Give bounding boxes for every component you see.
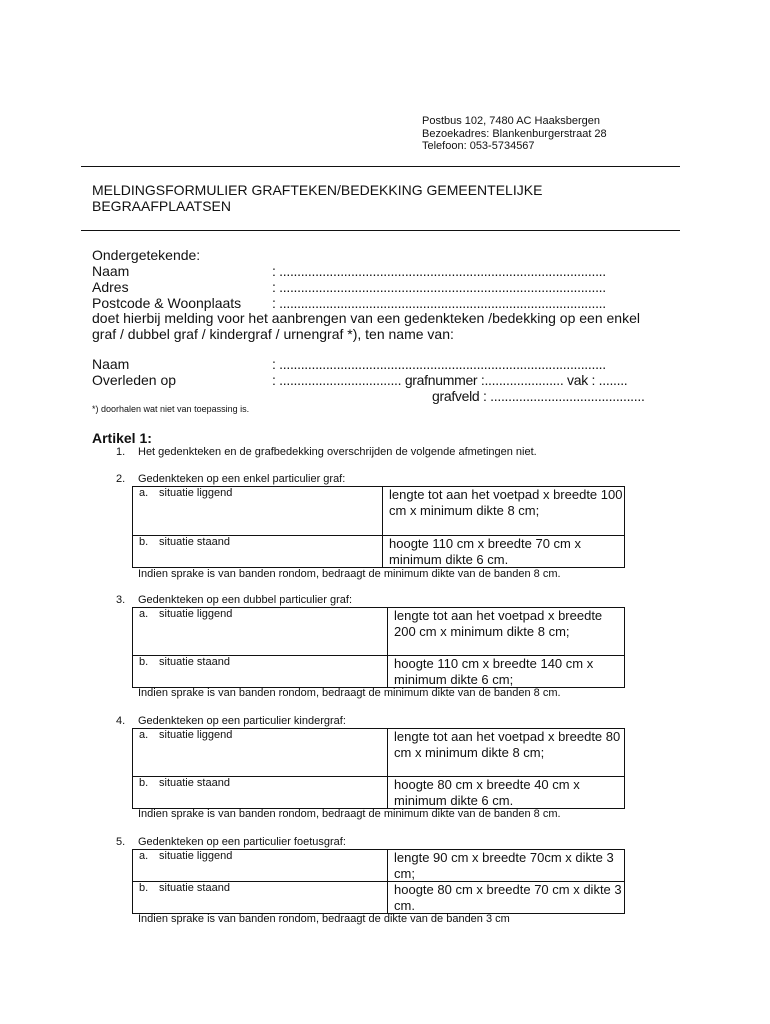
option-letter: a.: [139, 608, 149, 620]
situatie-label: situatie liggend: [159, 608, 233, 620]
section-title: Gedenkteken op een dubbel particulier graf:: [138, 594, 353, 606]
situatie-label: situatie staand: [159, 536, 230, 548]
situatie-label: situatie staand: [159, 882, 230, 894]
situatie-liggend-cell: [133, 487, 383, 536]
situatie-staand-value: hoogte 110 cm x breedte 70 cm x minimum dikte 6 cm.: [383, 536, 625, 568]
artikel-heading: Artikel 1:: [92, 430, 152, 446]
naam-overledene-field[interactable]: : ...........................................................................................: [272, 356, 606, 372]
section-number: 4.: [116, 715, 126, 727]
situatie-liggend-value: lengte tot aan het voetpad x breedte 100 cm x minimum dikte 8 cm;: [383, 487, 625, 536]
option-letter: a.: [139, 729, 149, 741]
situatie-liggend-value: lengte tot aan het voetpad x breedte 200 cm x minimum dikte 8 cm;: [388, 608, 625, 656]
situatie-label: situatie liggend: [159, 487, 233, 499]
situatie-label: situatie staand: [159, 656, 230, 668]
dimensions-table: [132, 849, 625, 914]
situatie-staand-cell: [133, 882, 388, 914]
section-number: 2.: [116, 473, 126, 485]
naam-label: Naam: [92, 263, 130, 279]
situatie-label: situatie liggend: [159, 850, 233, 862]
overleden-op-label: Overleden op: [92, 372, 177, 388]
adres-label: Adres: [92, 279, 129, 295]
option-letter: a.: [139, 850, 149, 862]
situatie-staand-cell: [133, 777, 388, 809]
postcode-woonplaats-label: Postcode & Woonplaats: [92, 295, 242, 311]
section-title: Gedenkteken op een enkel particulier graf:: [138, 473, 346, 485]
situatie-staand-value: hoogte 80 cm x breedte 70 cm x dikte 3 cm.: [388, 882, 625, 914]
adres-field[interactable]: : ...........................................................................................: [272, 279, 606, 295]
statement-line1: doet hierbij melding voor het aanbrengen van een gedenkteken /bedekking op een enkel: [92, 310, 640, 326]
section-note: Indien sprake is van banden rondom, bedraagt de minimum dikte van de banden 8 cm.: [138, 568, 561, 580]
item1-number: 1.: [116, 446, 126, 458]
situatie-staand-cell: [133, 656, 388, 688]
form-title-line2: BEGRAAFPLAATSEN: [92, 198, 232, 214]
dimensions-table: [132, 607, 625, 688]
situatie-liggend-cell: [133, 729, 388, 777]
address-line-bezoekadres: Bezoekadres: Blankenburgerstraat 28: [422, 128, 607, 140]
section-number: 3.: [116, 594, 126, 606]
section-number: 5.: [116, 836, 126, 848]
option-letter: b.: [139, 656, 149, 668]
section-note: Indien sprake is van banden rondom, bedraagt de minimum dikte van de banden 8 cm.: [138, 808, 561, 820]
title-rule-bottom: [81, 230, 680, 231]
situatie-label: situatie liggend: [159, 729, 233, 741]
statement-line2: graf / dubbel graf / kindergraf / urnengraf *), ten name van:: [92, 326, 454, 342]
option-letter: a.: [139, 487, 149, 499]
item1-text: Het gedenkteken en de grafbedekking overschrijden de volgende afmetingen niet.: [138, 446, 537, 458]
address-line-postbus: Postbus 102, 7480 AC Haaksbergen: [422, 115, 600, 127]
option-letter: b.: [139, 777, 149, 789]
naam-field[interactable]: : ...........................................................................................: [272, 263, 606, 279]
option-letter: b.: [139, 882, 149, 894]
section-note: Indien sprake is van banden rondom, bedraagt de minimum dikte van de banden 8 cm.: [138, 687, 561, 699]
situatie-liggend-value: lengte tot aan het voetpad x breedte 80 cm x minimum dikte 8 cm;: [388, 729, 625, 777]
dimensions-table: [132, 728, 625, 809]
overleden-grafnummer-vak-field[interactable]: : .................................. grafnummer :...................... vak : ........: [272, 372, 628, 388]
situatie-staand-value: hoogte 80 cm x breedte 40 cm x minimum dikte 6 cm.: [388, 777, 625, 809]
situatie-staand-value: hoogte 110 cm x breedte 140 cm x minimum dikte 6 cm;: [388, 656, 625, 688]
section-title: Gedenkteken op een particulier kindergraf:: [138, 715, 346, 727]
title-rule-top: [81, 166, 680, 167]
naam-overledene-label: Naam: [92, 356, 130, 372]
section-note: Indien sprake is van banden rondom, bedraagt de dikte van de banden 3 cm: [138, 913, 510, 925]
situatie-liggend-value: lengte 90 cm x breedte 70cm x dikte 3 cm;: [388, 850, 625, 882]
form-title-line1: MELDINGSFORMULIER GRAFTEKEN/BEDEKKING GEMEENTELIJKE: [92, 182, 543, 198]
situatie-liggend-cell: [133, 608, 388, 656]
dimensions-table: [132, 486, 625, 568]
postcode-woonplaats-field[interactable]: : ...........................................................................................: [272, 295, 606, 311]
ondergetekende-label: Ondergetekende:: [92, 247, 201, 263]
footnote: *) doorhalen wat niet van toepassing is.: [92, 404, 250, 414]
situatie-liggend-cell: [133, 850, 388, 882]
situatie-staand-cell: [133, 536, 383, 568]
section-title: Gedenkteken op een particulier foetusgraf:: [138, 836, 346, 848]
grafveld-field[interactable]: grafveld : ...........................................: [432, 388, 645, 404]
address-line-telefoon: Telefoon: 053-5734567: [422, 140, 535, 152]
option-letter: b.: [139, 536, 149, 548]
situatie-label: situatie staand: [159, 777, 230, 789]
